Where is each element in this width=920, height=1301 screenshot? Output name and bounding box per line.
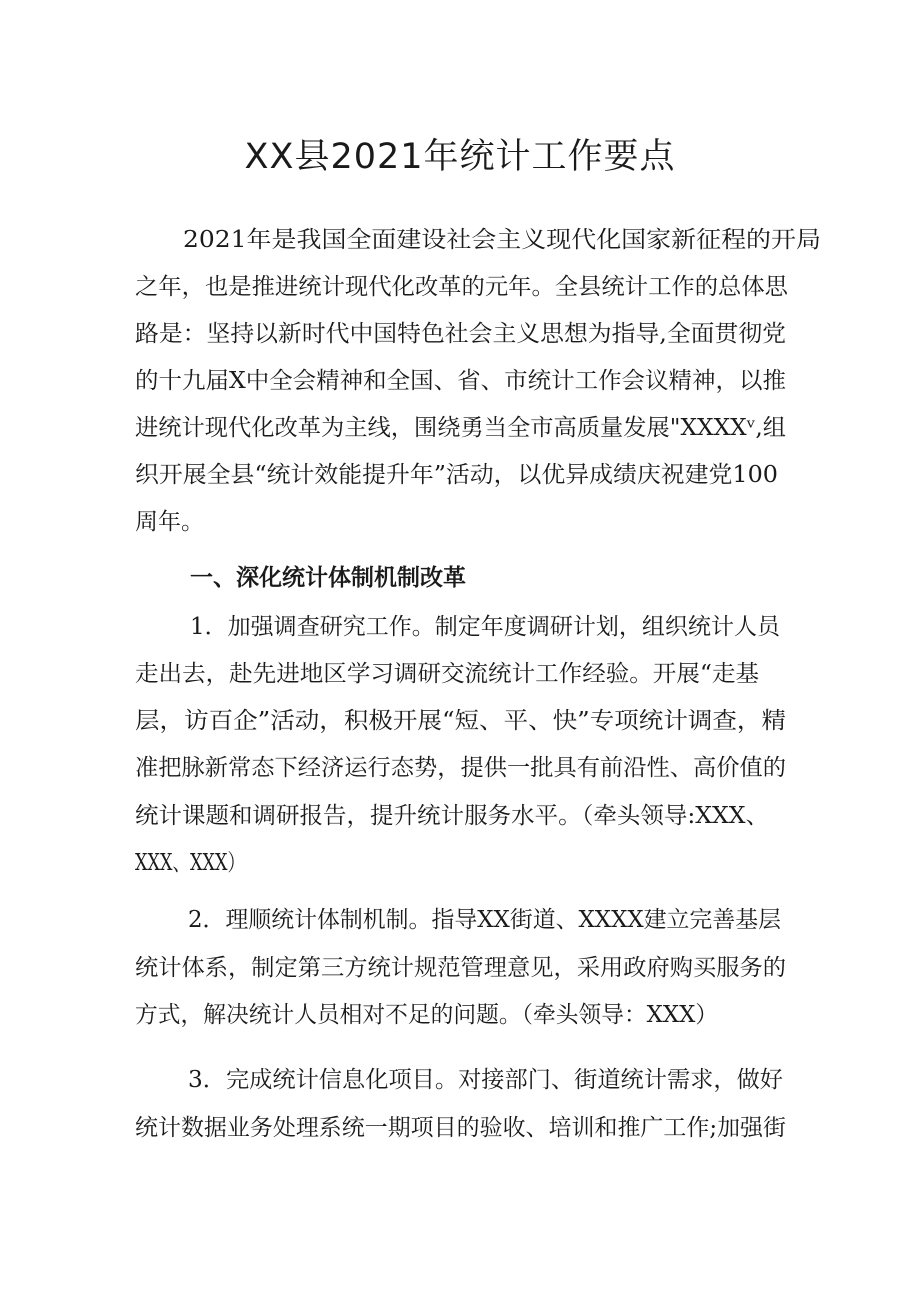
intro-line: 进统计现代化改革为主线，围绕勇当全市高质量发展"XXXXᵛ,组 xyxy=(135,415,786,441)
section-heading: 一、深化统计体制机制改革 xyxy=(190,565,466,591)
item2-line: 统计体系，制定第三方统计规范管理意见，采用政府购买服务的 xyxy=(135,955,787,981)
intro-line: 之年，也是推进统计现代化改革的元年。全县统计工作的总体思 xyxy=(135,274,788,300)
document-title: XX县2021年统计工作要点 xyxy=(244,137,676,177)
item1-line: 层，访百企”活动，积极开展“短、平、快”专项统计调查，精 xyxy=(135,708,786,734)
item2-line: 2．理顺统计体制机制。指导XX街道、XXXX建立完善基层 xyxy=(188,907,781,933)
intro-line: 的十九届X中全会精神和全国、省、市统计工作会议精神，以推 xyxy=(135,368,786,394)
item1-line: 统计课题和调研报告，提升统计服务水平。（牵头领导:XXX、 xyxy=(135,803,769,829)
item1-line: XXX、XXX） xyxy=(135,850,245,876)
item3-line: 3．完成统计信息化项目。对接部门、街道统计需求，做好 xyxy=(188,1067,783,1093)
intro-line: 周年。 xyxy=(135,509,204,535)
intro-line: 2021年是我国全面建设社会主义现代化国家新征程的开局 xyxy=(183,227,822,253)
item1-line: 走出去，赴先进地区学习调研交流统计工作经验。开展“走基 xyxy=(135,661,759,687)
item2-line: 方式，解决统计人员相对不足的问题。（牵头领导：XXX） xyxy=(135,1002,718,1028)
item1-line: 1．加强调查研究工作。制定年度调研计划，组织统计人员 xyxy=(190,614,780,640)
item3-line: 统计数据业务处理系统一期项目的验收、培训和推广工作;加强街 xyxy=(135,1115,786,1141)
item1-line: 准把脉新常态下经济运行态势，提供一批具有前沿性、高价值的 xyxy=(135,755,787,781)
intro-line: 路是：坚持以新时代中国特色社会主义思想为指导,全面贯彻党 xyxy=(135,321,786,347)
intro-line: 织开展全县“统计效能提升年”活动，以优异成绩庆祝建党100 xyxy=(135,462,778,488)
